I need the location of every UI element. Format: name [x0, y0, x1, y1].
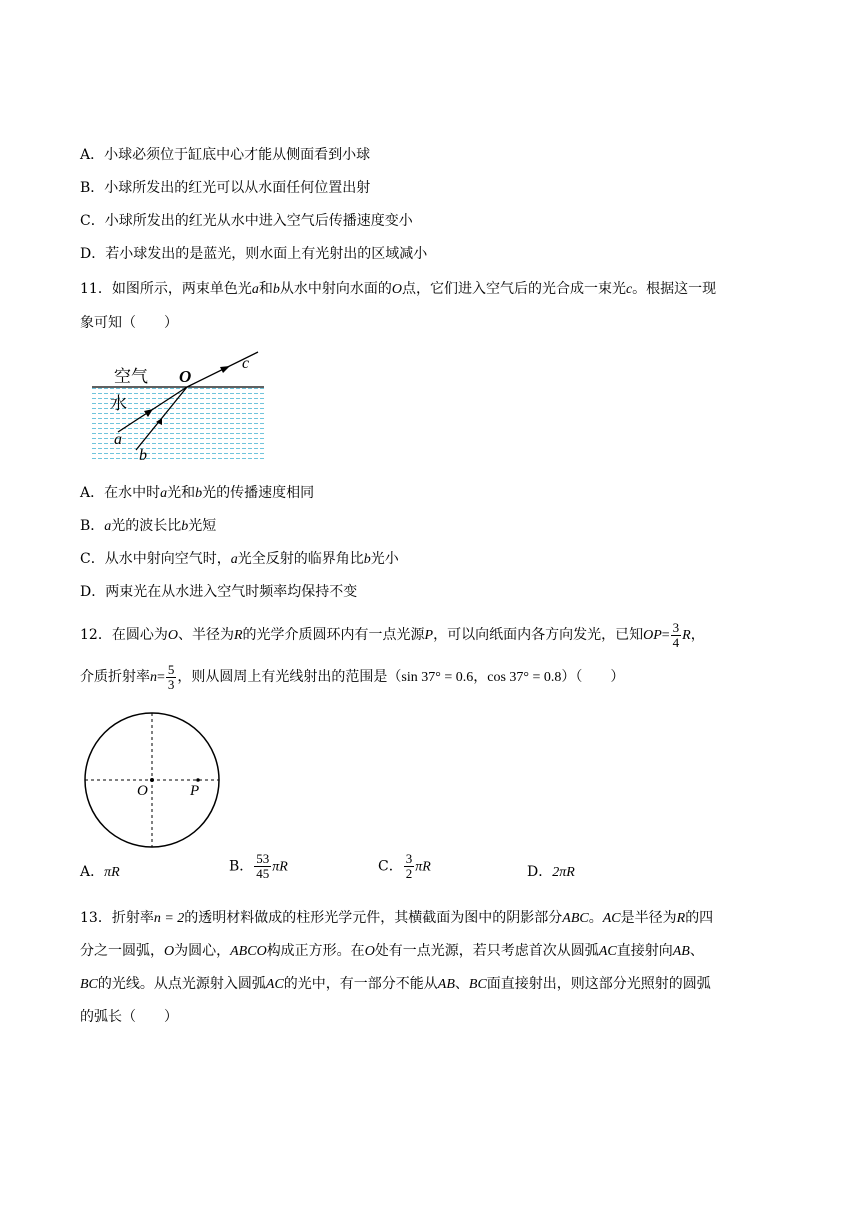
q11-option-d: D．两束光在从水进入空气时频率均保持不变 [80, 584, 358, 600]
n-fraction: $\frac{5}{3}$ [167, 661, 175, 692]
q11-refraction-figure [86, 346, 270, 464]
source-point [196, 778, 200, 782]
q12-option-a: A．πR [80, 864, 120, 880]
q13-stem-line2: 分之一圆弧，O为圆心，ABCO构成正方形。在O处有一点光源，若只考虑首次从圆弧AC直接射向AB、 [80, 943, 704, 959]
q12-option-b: B． $\frac{53}{45}$ πR [229, 851, 288, 881]
center-point [150, 778, 154, 782]
q12-stem-line1: 12．在圆心为O、半径为R的光学介质圆环内有一点光源P，可以向纸面内各方向发光，已知OP= $\frac{3}{4}$ R， [80, 619, 705, 650]
ray-c-label: c [242, 355, 250, 372]
q12-stem-line2: 介质折射率n= $\frac{5}{3}$ ，则从圆周上有光线射出的范围是（sin 37° = 0.6，cos 37° = 0.8）（ ） [80, 661, 625, 692]
q11-option-a: A．在水中时a光和b光的传播速度相同 [80, 485, 315, 501]
q11-option-c: C．从水中射向空气时，a光全反射的临界角比b光小 [80, 551, 399, 567]
point-o-label: O [179, 367, 192, 386]
q12-option-c: C． $\frac{3}{2}$ πR [378, 851, 431, 881]
q10-option-a: A．小球必须位于缸底中心才能从侧面看到小球 [80, 147, 371, 163]
water-label: 水 [110, 394, 127, 413]
q13-stem-line3: BC的光线。从点光源射入圆弧AC的光中，有一部分不能从AB、BC面直接射出，则这部分光照射的圆弧 [80, 976, 711, 992]
q10-option-d: D．若小球发出的是蓝光，则水面上有光射出的区域减小 [80, 246, 428, 262]
arrow-c [220, 366, 230, 373]
q12-circle-figure [80, 710, 226, 854]
ray-a-label: a [114, 431, 122, 448]
air-label: 空气 [114, 367, 148, 386]
q13-stem-line1: 13．折射率n = 2的透明材料做成的柱形光学元件，其横截面为图中的阴影部分ABC。AC是半径为R的四 [80, 910, 714, 926]
q10-option-b: B．小球所发出的红光可以从水面任何位置出射 [80, 180, 371, 196]
center-o-label: O [137, 783, 148, 799]
q10-option-c: C．小球所发出的红光从水中进入空气后传播速度变小 [80, 213, 413, 229]
q11-stem-line1: 11．如图所示，两束单色光a和b从水中射向水面的O点，它们进入空气后的光合成一束光c。根据这一现 [80, 281, 717, 297]
q13-stem-line4: 的弧长（ ） [80, 1009, 178, 1025]
q12-option-d: D．2πR [527, 864, 575, 880]
q11-stem-line2: 象可知（ ） [80, 315, 178, 331]
source-p-label: P [190, 783, 200, 799]
q11-option-b: B．a光的波长比b光短 [80, 518, 217, 534]
op-fraction: $\frac{3}{4}$ [672, 619, 680, 650]
ray-b-label: b [139, 447, 147, 464]
